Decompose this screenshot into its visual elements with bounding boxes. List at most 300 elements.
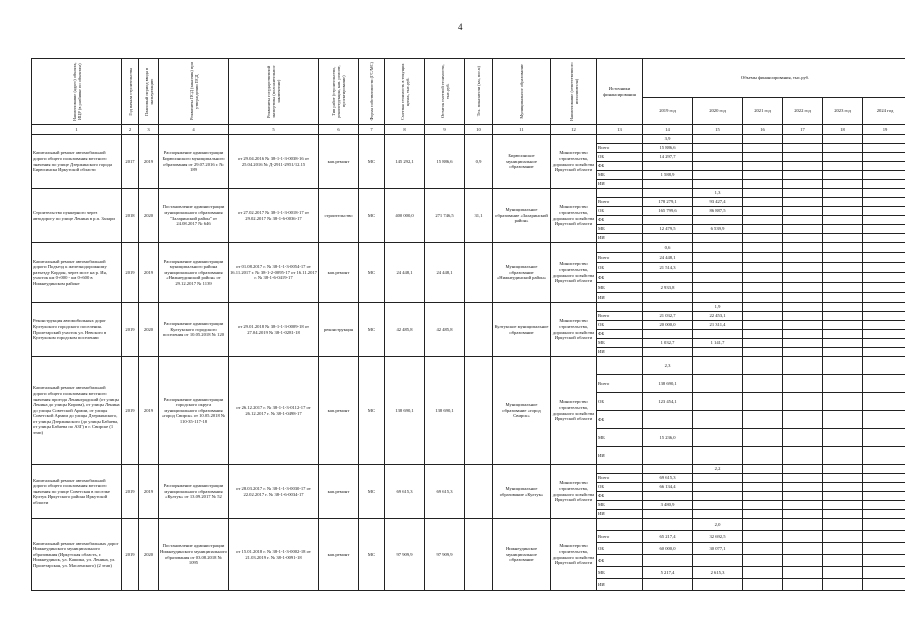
- percent-2019: [643, 465, 693, 474]
- year-cell-empty: [823, 447, 863, 465]
- year-cell-empty: [743, 273, 783, 283]
- year-cell-empty: [783, 321, 823, 330]
- funding-source: ОБ: [597, 393, 643, 411]
- year-cell-empty: [783, 135, 823, 144]
- header-year-2023: 2023 год: [823, 98, 863, 125]
- funding-2019: 60 000,0: [643, 543, 693, 555]
- funding-source: ИИ: [597, 180, 643, 189]
- year-cell-empty: [783, 312, 823, 321]
- year-cell-empty: [743, 375, 783, 393]
- cost-remaining: 15 886,6: [425, 135, 465, 189]
- year-cell-empty: [863, 429, 905, 447]
- percent-2019: 2,3: [643, 357, 693, 375]
- year-cell-empty: [863, 474, 905, 483]
- header-customer: Наименование (ответственного исполнителя): [551, 59, 597, 125]
- year-cell-empty: [743, 339, 783, 348]
- column-number: 3: [139, 125, 159, 135]
- customer: Министерство строительства, дорожного хозяйства Иркутской области: [551, 519, 597, 591]
- year-cell-empty: [743, 579, 783, 591]
- funding-2019: 178 279,1: [643, 198, 693, 207]
- funding-2020: [693, 393, 743, 411]
- year-cell-empty: [823, 330, 863, 339]
- year-cell-empty: [863, 293, 905, 303]
- funding-source: ИИ: [597, 447, 643, 465]
- funding-2019: 15 886,6: [643, 144, 693, 153]
- year-cell-empty: [783, 555, 823, 567]
- year-cell-empty: [863, 339, 905, 348]
- year-cell-empty: [823, 321, 863, 330]
- header-year-2022: 2022 год: [783, 98, 823, 125]
- year-cell-empty: [863, 153, 905, 162]
- funding-source: Всего: [597, 253, 643, 263]
- year-cell-empty: [823, 501, 863, 510]
- year-end: 2019: [139, 357, 159, 465]
- funding-source: ФБ: [597, 555, 643, 567]
- funding-source: Всего: [597, 531, 643, 543]
- funding-2019: [643, 234, 693, 243]
- funding-2020: [693, 171, 743, 180]
- year-cell-empty: [783, 567, 823, 579]
- work-type: кап.ремонт: [319, 465, 359, 519]
- year-cell-empty: [823, 144, 863, 153]
- customer: Министерство строительства, дорожного хозяйства Иркутской области: [551, 465, 597, 519]
- year-cell-empty: [823, 510, 863, 519]
- year-cell-empty: [823, 465, 863, 474]
- column-number: 17: [783, 125, 823, 135]
- year-cell-empty: [863, 393, 905, 411]
- year-cell-empty: [823, 263, 863, 273]
- column-number: 6: [319, 125, 359, 135]
- percent-2019: [643, 303, 693, 312]
- year-cell-empty: [783, 198, 823, 207]
- funding-2019: [643, 162, 693, 171]
- funding-2019: 20 000,0: [643, 321, 693, 330]
- year-cell-empty: [823, 253, 863, 263]
- customer: Министерство строительства, дорожного хозяйства Иркутской области: [551, 189, 597, 243]
- year-cell-empty: [863, 492, 905, 501]
- year-cell-empty: [783, 474, 823, 483]
- year-cell-empty: [783, 411, 823, 429]
- funding-source: ОБ: [597, 263, 643, 273]
- year-cell-empty: [863, 162, 905, 171]
- percent-2019: [643, 519, 693, 531]
- year-cell-empty: [783, 243, 823, 253]
- object-name: Капитальный ремонт автомобильной дороги общего пользования местного значения по улице Советская в поселке Култук Иркутского района Иркутской области: [32, 465, 122, 519]
- year-cell-empty: [863, 501, 905, 510]
- customer: Министерство строительства, дорожного хозяйства Иркутской области: [551, 357, 597, 465]
- year-cell-empty: [863, 180, 905, 189]
- year-start: 2019: [122, 519, 139, 591]
- year-cell-empty: [743, 198, 783, 207]
- year-cell-empty: [823, 393, 863, 411]
- cost-remaining: 24 448,1: [425, 243, 465, 303]
- year-cell-empty: [823, 135, 863, 144]
- year-cell-empty: [743, 501, 783, 510]
- year-cell-empty: [823, 162, 863, 171]
- year-cell-empty: [743, 357, 783, 375]
- funding-2020: [693, 411, 743, 429]
- column-number: 12: [551, 125, 597, 135]
- funding-source-blank: [597, 465, 643, 474]
- funding-2020: [693, 474, 743, 483]
- funding-2019: 1 588,9: [643, 171, 693, 180]
- funding-source: ОБ: [597, 153, 643, 162]
- funding-source: ИИ: [597, 510, 643, 519]
- year-cell-empty: [823, 375, 863, 393]
- year-start: 2019: [122, 465, 139, 519]
- percent-2020: 2,0: [693, 519, 743, 531]
- funding-2019: [643, 216, 693, 225]
- header-expertise: Реквизиты государственной экспертизы (положительное заключение): [229, 59, 319, 125]
- year-cell-empty: [863, 321, 905, 330]
- funding-2019: [643, 411, 693, 429]
- year-cell-empty: [863, 225, 905, 234]
- table-row: [32, 243, 905, 253]
- funding-source: Всего: [597, 312, 643, 321]
- year-cell-empty: [863, 243, 905, 253]
- year-cell-empty: [823, 225, 863, 234]
- psd-details: Распоряжение администрации муниципального района муниципального образования «Нижнеудинский район» от 29.12.2017 № 1139: [159, 243, 229, 303]
- year-cell-empty: [783, 162, 823, 171]
- year-cell-empty: [863, 483, 905, 492]
- object-name: Капитальный ремонт автомобильной дороги Подъезд к железнодорожному разъезду Кордон, через мост на р. Ия, участок км 0+000 - км 0+600 в Нижнеудинском районе: [32, 243, 122, 303]
- column-number: 16: [743, 125, 783, 135]
- funding-2019: [643, 510, 693, 519]
- year-cell-empty: [823, 357, 863, 375]
- year-cell-empty: [783, 283, 823, 293]
- funding-2020: [693, 153, 743, 162]
- investment-table: [31, 58, 905, 591]
- expertise-details: от 27.02.2017 № 38-1-1-3-0018-17 от 29.02.2017 № 38-1-6-0036-17: [229, 189, 319, 243]
- funding-2019: 123 454,1: [643, 393, 693, 411]
- column-number: 13: [597, 125, 643, 135]
- column-number: 14: [643, 125, 693, 135]
- funding-2019: 1 032,7: [643, 339, 693, 348]
- psd-details: Постановление администрации муниципального образования "Заларинский район" от 24.08.2017 № 646: [159, 189, 229, 243]
- year-cell-empty: [863, 330, 905, 339]
- header-ownership: Форма собственности (ГС/МС): [359, 59, 385, 125]
- funding-2020: [693, 429, 743, 447]
- funding-2020: [693, 501, 743, 510]
- cost-current: 145 292,1: [385, 135, 425, 189]
- year-cell-empty: [823, 312, 863, 321]
- customer: Министерство строительства, дорожного хозяйства Иркутской области: [551, 135, 597, 189]
- length-value: [465, 519, 493, 591]
- year-cell-empty: [743, 207, 783, 216]
- funding-2019: 5 217,4: [643, 567, 693, 579]
- funding-2019: 21 032,7: [643, 312, 693, 321]
- year-cell-empty: [863, 216, 905, 225]
- funding-2019: 14 297,7: [643, 153, 693, 162]
- funding-2019: [643, 579, 693, 591]
- customer: Министерство строительства, дорожного хозяйства Иркутской области: [551, 303, 597, 357]
- funding-2019: [643, 293, 693, 303]
- funding-2020: [693, 483, 743, 492]
- length-value: [465, 465, 493, 519]
- year-cell-empty: [783, 483, 823, 492]
- column-number: 11: [493, 125, 551, 135]
- funding-source-blank: [597, 189, 643, 198]
- object-name: Строительство пункерного через автодорогу по улице Ленина в р.п. Залари: [32, 189, 122, 243]
- year-end: 2019: [139, 243, 159, 303]
- funding-2019: [643, 273, 693, 283]
- year-cell-empty: [863, 357, 905, 375]
- funding-2019: 165 799,6: [643, 207, 693, 216]
- funding-source: МБ: [597, 567, 643, 579]
- funding-source-blank: [597, 519, 643, 531]
- year-cell-empty: [743, 189, 783, 198]
- year-cell-empty: [863, 263, 905, 273]
- percent-2019: [643, 189, 693, 198]
- cost-remaining: 271 746,5: [425, 189, 465, 243]
- work-type: кап.ремонт: [319, 357, 359, 465]
- year-cell-empty: [863, 283, 905, 293]
- funding-2020: [693, 216, 743, 225]
- year-start: 2019: [122, 357, 139, 465]
- table-row: [32, 135, 905, 144]
- column-number: 7: [359, 125, 385, 135]
- header-year-start: Год начала строительства: [122, 59, 139, 125]
- percent-2020: 1,9: [693, 303, 743, 312]
- year-cell-empty: [863, 411, 905, 429]
- funding-source-blank: [597, 303, 643, 312]
- ownership: МС: [359, 519, 385, 591]
- funding-2019: 66 134,4: [643, 483, 693, 492]
- cost-current: 69 615,3: [385, 465, 425, 519]
- funding-2020: [693, 293, 743, 303]
- funding-source: ОБ: [597, 543, 643, 555]
- year-cell-empty: [743, 234, 783, 243]
- year-cell-empty: [783, 234, 823, 243]
- year-cell-empty: [783, 510, 823, 519]
- year-cell-empty: [863, 135, 905, 144]
- year-cell-empty: [783, 579, 823, 591]
- year-cell-empty: [823, 474, 863, 483]
- column-number: 19: [863, 125, 905, 135]
- funding-2019: [643, 555, 693, 567]
- ownership: МС: [359, 189, 385, 243]
- funding-source: ИИ: [597, 348, 643, 357]
- funding-2020: 32 692,5: [693, 531, 743, 543]
- funding-2020: [693, 555, 743, 567]
- length-value: [465, 243, 493, 303]
- ownership: МС: [359, 357, 385, 465]
- table-row: [32, 519, 905, 531]
- work-type: строительство: [319, 189, 359, 243]
- year-cell-empty: [743, 348, 783, 357]
- year-cell-empty: [783, 180, 823, 189]
- expertise-details: от 15.01.2018 г. № 38-1-1-3-0002-18 от 21.03.2019 г. № 38-1-0091-18: [229, 519, 319, 591]
- year-cell-empty: [783, 263, 823, 273]
- funding-2020: [693, 283, 743, 293]
- funding-2019: 3 480,9: [643, 501, 693, 510]
- year-cell-empty: [863, 253, 905, 263]
- year-cell-empty: [743, 293, 783, 303]
- funding-source-blank: [597, 243, 643, 253]
- header-funding-volumes: Объемы финансирования, тыс.руб.: [643, 59, 905, 98]
- funding-source: ОБ: [597, 483, 643, 492]
- ownership: МС: [359, 135, 385, 189]
- year-cell-empty: [823, 411, 863, 429]
- year-cell-empty: [783, 543, 823, 555]
- year-cell-empty: [823, 429, 863, 447]
- funding-2020: [693, 447, 743, 465]
- cost-current: 138 690,1: [385, 357, 425, 465]
- cost-remaining: 69 615,3: [425, 465, 465, 519]
- year-cell-empty: [783, 447, 823, 465]
- length-value: [465, 303, 493, 357]
- percent-2020: [693, 243, 743, 253]
- year-cell-empty: [823, 198, 863, 207]
- year-cell-empty: [863, 171, 905, 180]
- funding-source: ОБ: [597, 207, 643, 216]
- cost-remaining: 138 690,1: [425, 357, 465, 465]
- funding-2020: [693, 375, 743, 393]
- column-number: 1: [32, 125, 122, 135]
- year-cell-empty: [863, 519, 905, 531]
- year-cell-empty: [823, 483, 863, 492]
- year-cell-empty: [743, 411, 783, 429]
- year-cell-empty: [863, 189, 905, 198]
- psd-details: Распоряжение администрации Култукского городского поселения от 10.05.2018 № 120: [159, 303, 229, 357]
- year-cell-empty: [823, 180, 863, 189]
- funding-source: ФБ: [597, 273, 643, 283]
- year-cell-empty: [743, 263, 783, 273]
- funding-source: ФБ: [597, 492, 643, 501]
- year-cell-empty: [863, 348, 905, 357]
- year-cell-empty: [863, 303, 905, 312]
- year-end: 2019: [139, 135, 159, 189]
- funding-2019: 24 448,1: [643, 253, 693, 263]
- funding-2020: 93 427,4: [693, 198, 743, 207]
- funding-source: ИИ: [597, 579, 643, 591]
- funding-2020: [693, 510, 743, 519]
- year-cell-empty: [743, 510, 783, 519]
- header-name: Наименование (адрес) объекта, ИЦР (в разбивке по объектам): [32, 59, 122, 125]
- funding-2020: 1 141,7: [693, 339, 743, 348]
- header-psd: Реквизиты ПСД (заказчик) при утверждении ПСД: [159, 59, 229, 125]
- year-cell-empty: [783, 293, 823, 303]
- cost-current: 400 000,0: [385, 189, 425, 243]
- funding-2020: [693, 348, 743, 357]
- year-cell-empty: [823, 153, 863, 162]
- object-name: Реконструкция автомобильных дорог Култукского городского поселения. Пролетарский участок ул. Невского в Култукском городском поселении: [32, 303, 122, 357]
- column-number: 15: [693, 125, 743, 135]
- year-cell-empty: [743, 225, 783, 234]
- funding-source: Всего: [597, 474, 643, 483]
- ownership: МС: [359, 465, 385, 519]
- year-cell-empty: [863, 234, 905, 243]
- year-cell-empty: [823, 531, 863, 543]
- funding-2019: [643, 180, 693, 189]
- column-number: 18: [823, 125, 863, 135]
- municipality: Муниципальное образование «Нижнеудинский район»: [493, 243, 551, 303]
- funding-source-blank: [597, 357, 643, 375]
- funding-source: Всего: [597, 375, 643, 393]
- funding-2020: [693, 180, 743, 189]
- psd-details: Распоряжение администрации городского округа муниципального образования «город Свирск» от 10.05.2018 № 110-35-117-18: [159, 357, 229, 465]
- funding-source-blank: [597, 135, 643, 144]
- funding-source: МБ: [597, 283, 643, 293]
- year-cell-empty: [863, 567, 905, 579]
- year-cell-empty: [783, 273, 823, 283]
- object-name: Капитальный ремонт автомобильной дороги общего пользования местного значения проезда Ленинградский (от улицы Ленина до улицы Кирова), от улицы Ленина до улицы Советской Армии, от улицы Советской Армии до улицы Дзержинского, от улицы Дзержинского (до улицы Бабаева, от улицы Бабаева по АЗГ) в г. Свирске (1 этап): [32, 357, 122, 465]
- year-cell-empty: [823, 348, 863, 357]
- year-cell-empty: [783, 303, 823, 312]
- year-cell-empty: [783, 465, 823, 474]
- year-cell-empty: [863, 207, 905, 216]
- year-cell-empty: [743, 531, 783, 543]
- year-cell-empty: [823, 303, 863, 312]
- header-year-2020: 2020 год: [693, 98, 743, 125]
- year-cell-empty: [823, 293, 863, 303]
- funding-source: МБ: [597, 225, 643, 234]
- year-cell-empty: [743, 465, 783, 474]
- year-cell-empty: [823, 243, 863, 253]
- year-cell-empty: [863, 555, 905, 567]
- funding-source: ФБ: [597, 411, 643, 429]
- funding-2020: [693, 234, 743, 243]
- page-number: 4: [458, 22, 463, 32]
- year-cell-empty: [743, 216, 783, 225]
- funding-source: МБ: [597, 339, 643, 348]
- year-cell-empty: [743, 171, 783, 180]
- year-cell-empty: [783, 501, 823, 510]
- funding-source: ИИ: [597, 293, 643, 303]
- funding-2019: 15 236,0: [643, 429, 693, 447]
- length-value: [465, 357, 493, 465]
- year-cell-empty: [743, 393, 783, 411]
- year-cell-empty: [783, 492, 823, 501]
- year-cell-empty: [863, 465, 905, 474]
- year-cell-empty: [743, 447, 783, 465]
- year-cell-empty: [863, 375, 905, 393]
- funding-2020: 22 453,1: [693, 312, 743, 321]
- year-cell-empty: [743, 483, 783, 492]
- header-cost-current: Сметная стоимость в текущих ценах, тыс.руб.: [385, 59, 425, 125]
- year-cell-empty: [783, 348, 823, 357]
- municipality: Муниципальное образование «город Свирск»: [493, 357, 551, 465]
- year-cell-empty: [863, 510, 905, 519]
- psd-details: Распоряжение администрации муниципального образования «Култук» от 13.09.2017 № 52: [159, 465, 229, 519]
- year-cell-empty: [823, 519, 863, 531]
- header-work-type: Тип работ (строительство, реконструкция, кап. ремонт, проектирование): [319, 59, 359, 125]
- funding-2020: 86 887,5: [693, 207, 743, 216]
- funding-source: МБ: [597, 501, 643, 510]
- year-cell-empty: [863, 531, 905, 543]
- table-row: [32, 303, 905, 312]
- municipality: Бирюсинское муниципальное образование: [493, 135, 551, 189]
- year-cell-empty: [863, 312, 905, 321]
- year-end: 2020: [139, 519, 159, 591]
- funding-2019: 69 615,3: [643, 474, 693, 483]
- funding-source: ФБ: [597, 162, 643, 171]
- funding-2020: 6 539,9: [693, 225, 743, 234]
- year-cell-empty: [783, 330, 823, 339]
- funding-2019: [643, 492, 693, 501]
- year-cell-empty: [743, 429, 783, 447]
- year-cell-empty: [743, 303, 783, 312]
- year-cell-empty: [743, 519, 783, 531]
- percent-2020: [693, 357, 743, 375]
- column-number: 9: [425, 125, 465, 135]
- year-cell-empty: [783, 216, 823, 225]
- funding-2020: [693, 263, 743, 273]
- funding-2020: [693, 253, 743, 263]
- year-cell-empty: [743, 312, 783, 321]
- funding-2019: 2 933,8: [643, 283, 693, 293]
- funding-2020: [693, 162, 743, 171]
